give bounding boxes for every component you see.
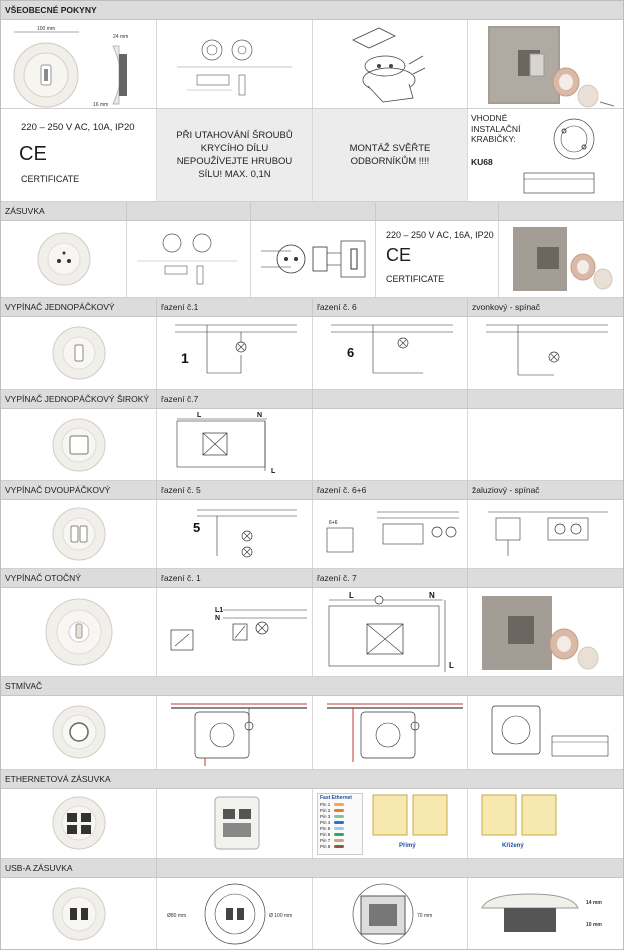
usb-dim-14: 14 mm xyxy=(586,900,602,906)
spec-text: 220 – 250 V AC, 10A, IP20 xyxy=(21,122,135,133)
scheme7-L: L xyxy=(197,412,202,419)
empty-cell xyxy=(468,409,623,480)
rot7-N: N xyxy=(429,591,435,600)
section-header-usb xyxy=(1,859,623,878)
spec-cell xyxy=(1,109,157,201)
socket-photo xyxy=(1,221,127,297)
dimension-drawing xyxy=(1,20,157,108)
box-cell xyxy=(468,109,623,201)
ethernet-module-render xyxy=(157,789,313,858)
straight-label: Přímý xyxy=(399,843,416,849)
wall-mount-render xyxy=(468,20,623,108)
socket-drawing xyxy=(127,221,251,297)
rotary-L1: L1 xyxy=(215,607,224,614)
pin-label: Pin 7 xyxy=(320,838,331,843)
dim-100-label: 100 mm xyxy=(37,26,56,32)
connector-straight-b xyxy=(413,795,447,835)
switch-wide-title: VYPÍNAČ JEDNOPÁČKOVÝ ŠIROKÝ xyxy=(1,390,157,408)
switch-wide-row xyxy=(1,409,623,481)
scheme-bell xyxy=(468,317,623,389)
switch-rotary-col3: řazení č. 7 xyxy=(313,569,468,587)
switch-double-col4: žaluziový - spínač xyxy=(472,485,540,495)
scheme7-L2: L xyxy=(271,468,276,475)
usb-dim-80: Ø80 mm xyxy=(167,913,187,919)
install-cell xyxy=(313,109,468,201)
dimmer-dimensions xyxy=(468,696,623,769)
dimmer-row xyxy=(1,696,623,770)
scheme-5 xyxy=(157,500,313,568)
scheme-number-5: 5 xyxy=(193,520,201,535)
switch-double-row xyxy=(1,500,623,569)
pin-label: Pin 5 xyxy=(320,826,331,831)
install-text: MONTÁŽ SVĚŘTE ODBORNÍKŮM !!!! xyxy=(349,143,431,167)
section-header-ethernet xyxy=(1,770,623,789)
usb-back-view xyxy=(313,878,468,949)
scheme-number-66: 6+6 xyxy=(329,520,338,526)
warning-text: PŘI UTAHOVÁNÍ ŠROUBŮ KRYCÍHO DÍLU NEPOUŽÍVEJTE HRUBOU SÍLU! MAX. 0,1N xyxy=(176,130,293,180)
pin-label: Pin 8 xyxy=(320,844,331,849)
socket-spec-cell xyxy=(376,221,499,297)
switch-single-col3: řazení č. 6 xyxy=(313,298,468,316)
pin-label: Pin 4 xyxy=(320,820,331,825)
socket-row xyxy=(1,221,623,298)
scheme-6-6 xyxy=(313,500,468,568)
socket-ce-mark: CE xyxy=(386,245,412,265)
ce-mark: CE xyxy=(19,143,47,165)
exploded-view-drawing xyxy=(313,20,468,108)
warning-cell xyxy=(157,109,313,201)
switch-wide-col2: řazení č.7 xyxy=(157,390,313,408)
dimmer-wiring-2 xyxy=(313,696,468,769)
scheme7-N: N xyxy=(257,412,263,419)
scheme-number-1: 1 xyxy=(181,350,189,366)
section-header-switch-single xyxy=(1,298,623,317)
ethernet-title: ETHERNETOVÁ ZÁSUVKA xyxy=(5,774,111,784)
section-header-socket xyxy=(1,202,623,221)
socket-certificate: CERTIFICATE xyxy=(386,274,445,284)
certificate-text: CERTIFICATE xyxy=(21,174,80,184)
socket-wiring-diagram xyxy=(251,221,376,297)
general-info-row xyxy=(1,109,623,202)
switch-rotary-row xyxy=(1,588,623,677)
dim-16-label: 16 mm xyxy=(93,102,109,108)
scheme-number-6: 6 xyxy=(347,345,355,360)
rotary-N: N xyxy=(215,615,221,622)
switch-wide-photo xyxy=(1,409,157,480)
section-header-switch-double xyxy=(1,481,623,500)
connector-straight-a xyxy=(373,795,407,835)
ethernet-photo xyxy=(1,789,157,858)
switch-single-col2: řazení č.1 xyxy=(157,298,313,316)
ethernet-crossed xyxy=(468,789,623,858)
section-header-dimmer xyxy=(1,677,623,696)
dim-24-label: 24 mm xyxy=(113,34,129,40)
empty-cell xyxy=(313,409,468,480)
usb-title: USB-A ZÁSUVKA xyxy=(1,859,157,877)
switch-double-col3: řazení č. 6+6 xyxy=(313,481,468,499)
dimmer-photo xyxy=(1,696,157,769)
usb-side-view xyxy=(468,878,623,949)
usb-dim-10: 10 mm xyxy=(586,922,602,928)
switch-rotary-col2: řazení č. 1 xyxy=(157,569,313,587)
usb-dim-70: 70 mm xyxy=(417,913,433,919)
ethernet-pinout xyxy=(313,789,468,858)
socket-spec: 220 – 250 V AC, 16A, IP20 xyxy=(386,230,494,240)
socket-title: ZÁSUVKA xyxy=(1,202,127,220)
scheme-blinds xyxy=(468,500,623,568)
scheme-7 xyxy=(157,409,313,480)
section-header-switch-wide xyxy=(1,390,623,409)
technical-drawing xyxy=(157,20,313,108)
switch-single-photo xyxy=(1,317,157,389)
switch-double-col2: řazení č. 5 xyxy=(157,481,313,499)
switch-single-title: VYPÍNAČ JEDNOPÁČKOVÝ xyxy=(1,298,157,316)
socket-mount-render xyxy=(499,221,623,297)
dimmer-wiring-1 xyxy=(157,696,313,769)
box-model: KU68 xyxy=(471,157,493,167)
usb-row xyxy=(1,878,623,949)
switch-single-row xyxy=(1,317,623,390)
rotary-scheme-7 xyxy=(313,588,468,676)
switch-double-photo xyxy=(1,500,157,568)
switch-rotary-title: VYPÍNAČ OTOČNÝ xyxy=(1,569,157,587)
crossed-label: Křížený xyxy=(502,843,524,849)
scheme-6 xyxy=(313,317,468,389)
rotary-scheme-1 xyxy=(157,588,313,676)
usb-photo xyxy=(1,878,157,949)
pin-label: Pin 2 xyxy=(320,808,331,813)
pin-label: Pin 6 xyxy=(320,832,331,837)
section-header-switch-rotary xyxy=(1,569,623,588)
general-images-row xyxy=(1,20,623,109)
usb-dim-100: Ø 100 mm xyxy=(269,913,293,919)
header-title: VŠEOBECNÉ POKYNY xyxy=(5,5,97,15)
rotary-mount-render xyxy=(468,588,623,676)
fast-ethernet-label: Fast Ethernet xyxy=(320,795,352,801)
rot7-L2: L xyxy=(449,661,454,670)
pin-label: Pin 1 xyxy=(320,802,331,807)
section-header-general xyxy=(1,1,623,20)
pin-label: Pin 3 xyxy=(320,814,331,819)
usb-dimensions xyxy=(157,878,313,949)
dimmer-title: STMÍVAČ xyxy=(5,681,43,691)
switch-double-title: VYPÍNAČ DVOUPÁČKOVÝ xyxy=(1,481,157,499)
switch-single-col4: zvonkový - spínač xyxy=(472,302,541,312)
scheme-1 xyxy=(157,317,313,389)
ethernet-row xyxy=(1,789,623,859)
rot7-L: L xyxy=(349,591,354,600)
box-label: VHODNÉ INSTALAČNÍ KRABIČKY: xyxy=(471,113,521,144)
switch-rotary-photo xyxy=(1,588,157,676)
